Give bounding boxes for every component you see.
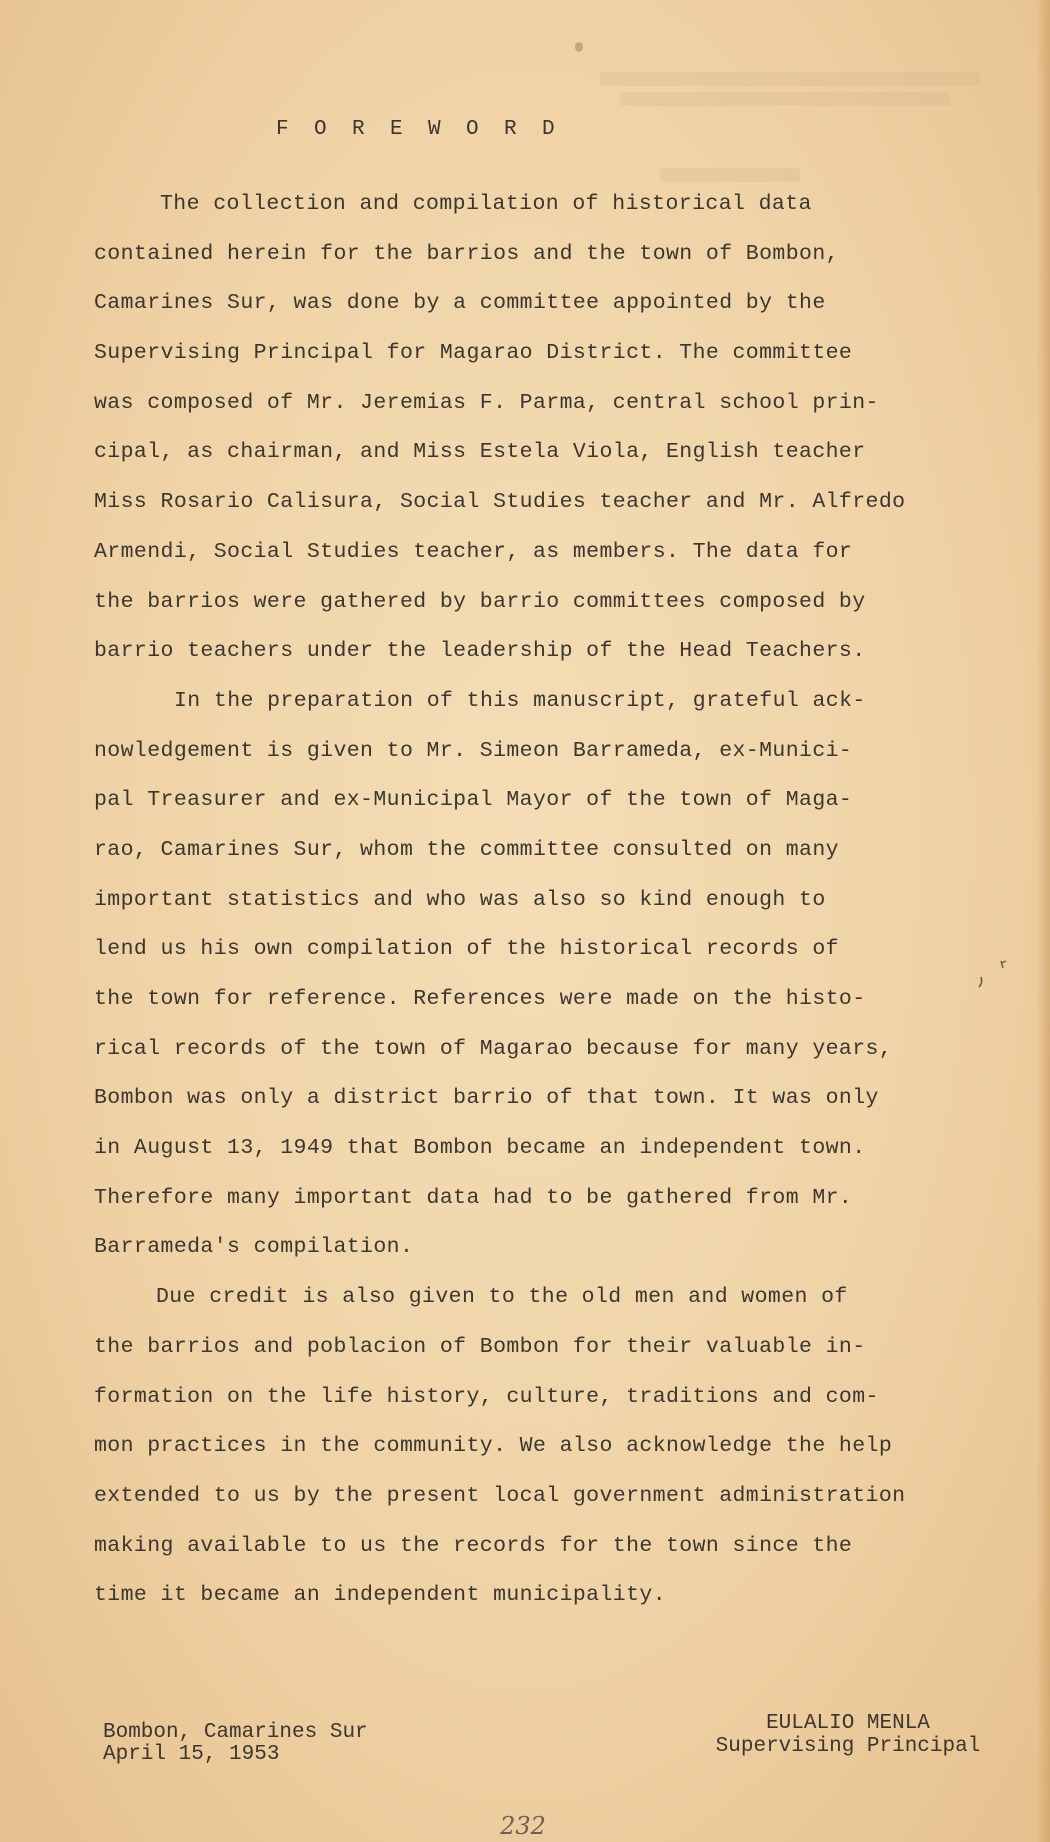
- text-line: Bombon was only a district barrio of that town. It was only: [94, 1086, 879, 1111]
- date-text: April 15, 1953: [103, 1743, 280, 1766]
- signatory-title: Supervising Principal: [715, 1735, 981, 1758]
- signatory-name: EULALIO MENLA: [766, 1712, 930, 1735]
- text-line: Miss Rosario Calisura, Social Studies teacher and Mr. Alfredo: [94, 490, 906, 515]
- text-line: mon practices in the community. We also acknowledge the help: [94, 1434, 893, 1459]
- bleed-through-text: [660, 168, 800, 182]
- text-line: pal Treasurer and ex-Municipal Mayor of the town of Maga-: [94, 788, 853, 813]
- text-line: in August 13, 1949 that Bombon became an independent town.: [94, 1136, 866, 1161]
- text-line: important statistics and who was also so kind enough to: [94, 887, 826, 912]
- place-text: Bombon, Camarines Sur: [103, 1721, 368, 1744]
- text-line: the barrios were gathered by barrio committees composed by: [94, 589, 866, 614]
- text-line: was composed of Mr. Jeremias F. Parma, central school prin-: [94, 390, 879, 415]
- place-and-date: [103, 1722, 368, 1766]
- text-line: formation on the life history, culture, traditions and com-: [94, 1384, 879, 1409]
- text-line: Camarines Sur, was done by a committee appointed by the: [94, 291, 826, 316]
- text-line: extended to us by the present local government administration: [94, 1483, 906, 1508]
- text-line: lend us his own compilation of the historical records of: [94, 937, 839, 962]
- bleed-through-text: [620, 92, 950, 106]
- pencil-tick-mark: [975, 955, 1015, 995]
- paragraph-credits: [94, 1285, 1024, 1633]
- text-line: time it became an independent municipality.: [94, 1583, 666, 1608]
- signature-block: [688, 1712, 1008, 1758]
- text-line: Armendi, Social Studies teacher, as members. The data for: [94, 539, 853, 564]
- text-line: the town for reference. References were made on the histo-: [94, 987, 866, 1011]
- text-line: contained herein for the barrios and the town of Bombon,: [94, 241, 839, 266]
- text-line: In the preparation of this manuscript, grateful ack-: [174, 688, 866, 713]
- paragraph-acknowledgement: [94, 689, 1024, 1285]
- text-line: Barrameda's compilation.: [94, 1235, 414, 1260]
- text-line: Therefore many important data had to be gathered from Mr.: [94, 1185, 853, 1210]
- text-line: The collection and compilation of historical data: [160, 192, 812, 216]
- page-number-text: 232: [500, 1812, 546, 1840]
- text-line: rical records of the town of Magarao because for many years,: [94, 1036, 893, 1061]
- handwritten-page-number: [488, 1810, 558, 1840]
- text-line: the barrios and poblacion of Bombon for their valuable in-: [94, 1334, 866, 1359]
- paragraph-committee: [94, 192, 1024, 689]
- document-title: F O R E W O R D: [276, 118, 562, 141]
- document-body: [94, 192, 1024, 1633]
- text-line: nowledgement is given to Mr. Simeon Barrameda, ex-Munici-: [94, 738, 853, 763]
- text-line: Due credit is also given to the old men and women of: [156, 1285, 848, 1310]
- bleed-through-text: [600, 72, 980, 86]
- text-line: cipal, as chairman, and Miss Estela Viola, English teacher: [94, 440, 866, 465]
- text-line: rao, Camarines Sur, whom the committee consulted on many: [94, 837, 839, 862]
- text-line: Supervising Principal for Magarao District. The committee: [94, 341, 853, 366]
- text-line: barrio teachers under the leadership of the Head Teachers.: [94, 639, 866, 664]
- ink-spot: [575, 42, 583, 52]
- page-edge-shadow: [1036, 0, 1050, 1842]
- text-line: making available to us the records for the town since the: [94, 1533, 853, 1558]
